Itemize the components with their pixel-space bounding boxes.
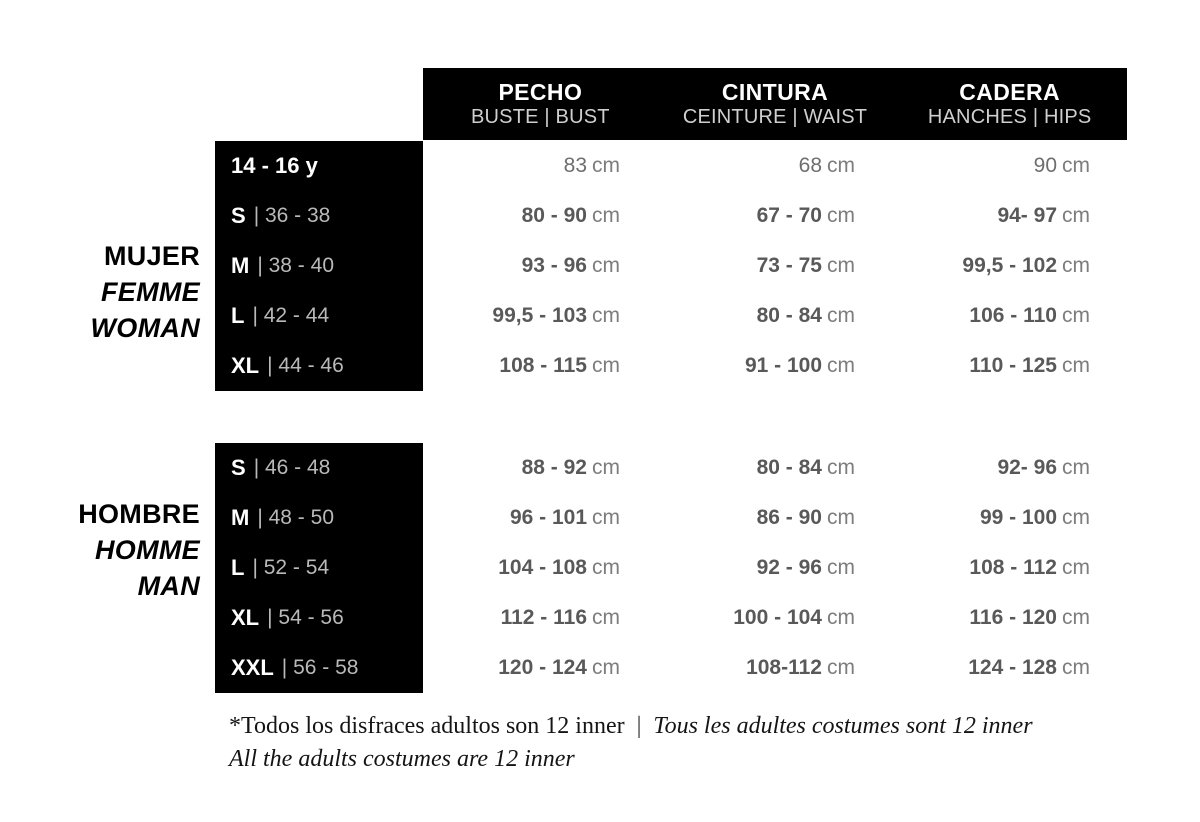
chest-value	[423, 506, 620, 530]
size-label-cell	[215, 493, 423, 543]
table-row-men-s	[215, 443, 1090, 493]
group-label-men-fr: HOMME	[95, 535, 200, 565]
waist-number: 80 - 84	[756, 304, 822, 327]
table-header-bar	[423, 68, 1127, 140]
size-label: XXL	[231, 655, 274, 680]
unit-label: cm	[1062, 506, 1090, 529]
waist-number: 100 - 104	[733, 606, 822, 629]
waist-number: 108-112	[746, 656, 822, 679]
size-label-cell	[215, 141, 423, 191]
group-label-women-es: MUJER	[103, 241, 200, 271]
header-column-waist	[658, 68, 893, 140]
chest-number: 93 - 96	[521, 254, 587, 277]
waist-value	[620, 154, 855, 178]
hips-value	[855, 656, 1090, 680]
chest-number: 112 - 116	[500, 606, 587, 629]
table-row-men-xl	[215, 593, 1090, 643]
chest-value	[423, 606, 620, 630]
waist-value	[620, 354, 855, 378]
unit-label: cm	[827, 254, 855, 277]
chest-number: 80 - 90	[521, 204, 587, 227]
hips-value	[855, 154, 1090, 178]
chest-number: 104 - 108	[498, 556, 587, 579]
unit-label: cm	[1062, 354, 1090, 377]
header-column-hips	[892, 68, 1127, 140]
unit-label: cm	[592, 304, 620, 327]
size-label-cell	[215, 341, 423, 391]
size-range: | 54 - 56	[267, 606, 344, 629]
header-subtitle-chest: BUSTE | BUST	[470, 105, 610, 128]
women-size-table	[215, 141, 1090, 391]
footnote-spanish: *Todos los disfraces adultos son 12 inner	[229, 713, 625, 739]
size-label-cell	[215, 543, 423, 593]
footnote-line-1	[229, 710, 1033, 743]
chest-number: 108 - 115	[499, 354, 587, 377]
unit-label: cm	[1062, 254, 1090, 277]
group-label-women	[18, 238, 200, 346]
chest-value	[423, 254, 620, 278]
size-range: | 42 - 44	[252, 304, 330, 327]
unit-label: cm	[592, 606, 620, 629]
chest-number: 88 - 92	[521, 456, 587, 479]
size-range: | 52 - 54	[252, 556, 330, 579]
hips-value	[855, 556, 1090, 580]
table-row-women-s	[215, 191, 1090, 241]
unit-label: cm	[1062, 606, 1090, 629]
chest-number: 120 - 124	[498, 656, 587, 679]
hips-number: 99,5 - 102	[962, 254, 1057, 277]
waist-value	[620, 304, 855, 328]
footnote-french: Tous les adultes costumes sont 12 inner	[653, 713, 1033, 739]
hips-value	[855, 304, 1090, 328]
hips-value	[855, 456, 1090, 480]
table-row-women-l	[215, 291, 1090, 341]
size-range: | 38 - 40	[257, 254, 334, 277]
size-range: | 48 - 50	[257, 506, 334, 529]
hips-number: 108 - 112	[969, 556, 1057, 579]
unit-label: cm	[827, 154, 855, 177]
size-label-cell	[215, 291, 423, 341]
size-label: XL	[231, 353, 260, 378]
header-subtitle-waist: CEINTURE | WAIST	[682, 105, 868, 128]
hips-value	[855, 204, 1090, 228]
hips-number: 110 - 125	[969, 354, 1057, 377]
unit-label: cm	[827, 456, 855, 479]
waist-number: 67 - 70	[756, 204, 822, 227]
footnote-separator: |	[636, 713, 642, 739]
group-label-men-en: MAN	[137, 571, 200, 601]
unit-label: cm	[1062, 656, 1090, 679]
group-label-women-en: WOMAN	[90, 313, 200, 343]
men-size-table	[215, 443, 1090, 693]
header-title-chest: PECHO	[498, 78, 583, 105]
unit-label: cm	[1062, 204, 1090, 227]
hips-number: 116 - 120	[969, 606, 1057, 629]
waist-number: 86 - 90	[756, 506, 822, 529]
unit-label: cm	[827, 304, 855, 327]
unit-label: cm	[827, 606, 855, 629]
chest-value	[423, 456, 620, 480]
size-label-cell	[215, 643, 423, 693]
waist-value	[620, 204, 855, 228]
chest-value	[423, 304, 620, 328]
hips-number: 92- 96	[997, 456, 1057, 479]
waist-value	[620, 606, 855, 630]
hips-number: 94- 97	[997, 204, 1057, 227]
size-range: | 44 - 46	[267, 354, 344, 377]
chest-number: 83	[563, 154, 587, 177]
chest-value	[423, 556, 620, 580]
group-label-men-es: HOMBRE	[78, 499, 200, 529]
size-range: | 36 - 38	[253, 204, 331, 227]
unit-label: cm	[592, 456, 620, 479]
size-label: M	[231, 253, 250, 278]
size-label: XL	[231, 605, 260, 630]
chest-value	[423, 154, 620, 178]
hips-value	[855, 606, 1090, 630]
group-label-women-fr: FEMME	[101, 277, 200, 307]
unit-label: cm	[827, 556, 855, 579]
waist-number: 92 - 96	[756, 556, 822, 579]
hips-number: 90	[1033, 154, 1057, 177]
unit-label: cm	[592, 254, 620, 277]
unit-label: cm	[1062, 154, 1090, 177]
size-label: S	[231, 455, 246, 480]
table-row-women-xl	[215, 341, 1090, 391]
size-range: | 46 - 48	[253, 456, 331, 479]
unit-label: cm	[827, 204, 855, 227]
hips-number: 99 - 100	[979, 506, 1057, 529]
header-column-chest	[423, 68, 658, 140]
unit-label: cm	[1062, 556, 1090, 579]
unit-label: cm	[592, 556, 620, 579]
footnote-line-2: All the adults costumes are 12 inner	[229, 746, 575, 772]
waist-number: 91 - 100	[744, 354, 822, 377]
unit-label: cm	[1062, 456, 1090, 479]
chest-value	[423, 354, 620, 378]
unit-label: cm	[827, 354, 855, 377]
table-row-men-l	[215, 543, 1090, 593]
table-row-women-14-16y	[215, 141, 1090, 191]
size-label: S	[231, 203, 246, 228]
size-label-cell	[215, 593, 423, 643]
size-label: M	[231, 505, 250, 530]
waist-value	[620, 506, 855, 530]
table-row-women-m	[215, 241, 1090, 291]
waist-number: 68	[798, 154, 822, 177]
waist-number: 73 - 75	[756, 254, 822, 277]
unit-label: cm	[827, 506, 855, 529]
size-label: L	[231, 303, 245, 328]
waist-number: 80 - 84	[756, 456, 822, 479]
unit-label: cm	[592, 506, 620, 529]
waist-value	[620, 254, 855, 278]
size-label-cell	[215, 241, 423, 291]
waist-value	[620, 456, 855, 480]
hips-value	[855, 254, 1090, 278]
size-label: 14 - 16 y	[231, 153, 318, 178]
table-row-men-m	[215, 493, 1090, 543]
chest-value	[423, 656, 620, 680]
hips-number: 124 - 128	[968, 656, 1057, 679]
size-label-cell	[215, 443, 423, 493]
chest-value	[423, 204, 620, 228]
waist-value	[620, 656, 855, 680]
chest-number: 96 - 101	[509, 506, 587, 529]
hips-number: 106 - 110	[969, 304, 1057, 327]
hips-value	[855, 354, 1090, 378]
unit-label: cm	[827, 656, 855, 679]
footnote	[229, 710, 1033, 776]
group-label-men	[18, 496, 200, 604]
unit-label: cm	[1062, 304, 1090, 327]
header-title-waist: CINTURA	[721, 78, 829, 105]
unit-label: cm	[592, 154, 620, 177]
unit-label: cm	[592, 656, 620, 679]
unit-label: cm	[592, 204, 620, 227]
size-label: L	[231, 555, 245, 580]
unit-label: cm	[592, 354, 620, 377]
waist-value	[620, 556, 855, 580]
hips-value	[855, 506, 1090, 530]
header-subtitle-hips: HANCHES | HIPS	[927, 105, 1092, 128]
chest-number: 99,5 - 103	[492, 304, 587, 327]
table-row-men-xxl	[215, 643, 1090, 693]
size-label-cell	[215, 191, 423, 241]
header-title-hips: CADERA	[959, 78, 1061, 105]
size-range: | 56 - 58	[281, 656, 359, 679]
